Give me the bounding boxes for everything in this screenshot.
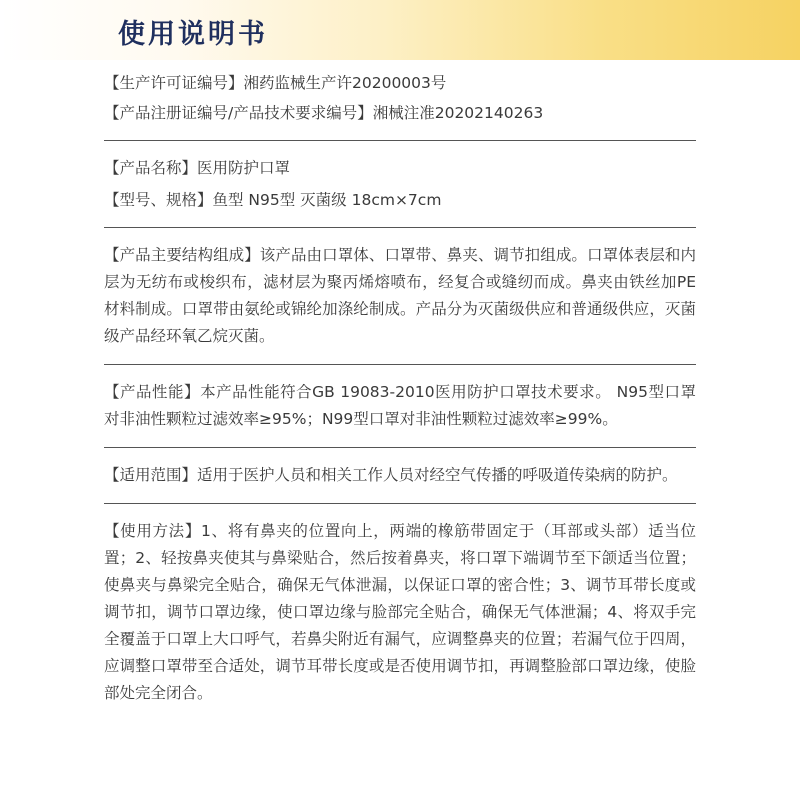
page-title: 使用说明书 (118, 19, 268, 50)
divider (104, 227, 696, 228)
divider (104, 140, 696, 141)
structure-paragraph: 【产品主要结构组成】该产品由口罩体、口罩带、鼻夹、调节扣组成。口罩体表层和内层为无纺布或梭织布，滤材层为聚丙烯熔喷布，经复合或缝纫而成。鼻夹由铁丝加PE材料制成。口罩带由氨纶或锦纶加涤纶制成。产品分为灭菌级供应和普通级供应，灭菌级产品经环氧乙烷灭菌。 (104, 246, 696, 345)
product-name-line: 【产品名称】医用防护口罩 (104, 159, 291, 177)
usage-paragraph: 【使用方法】1、将有鼻夹的位置向上，两端的橡筋带固定于（耳部或头部）适当位置；2、轻按鼻夹使其与鼻梁贴合，然后按着鼻夹，将口罩下端调节至下颌适当位置；使鼻夹与鼻梁完全贴合，确保无气体泄漏，以保证口罩的密合性；3、调节耳带长度或调节扣，调节口罩边缘，使口罩边缘与脸部完全贴合，确保无气体泄漏；4、将双手完全覆盖于口罩上大口呼气，若鼻尖附近有漏气，应调整鼻夹的位置；若漏气位于四周，应调整口罩带至合适处，调节耳带长度或是否使用调节扣，再调整脸部口罩边缘，使脸部处完全闭合。 (104, 522, 696, 702)
license-section (104, 70, 696, 126)
registration-line: 【产品注册证编号/产品技术要求编号】湘械注准20202140263 (104, 104, 544, 122)
product-model-line: 【型号、规格】鱼型 N95型 灭菌级 18cm×7cm (104, 191, 442, 209)
production-permit-line: 【生产许可证编号】湘药监械生产许20200003号 (104, 74, 447, 92)
divider (104, 447, 696, 448)
performance-paragraph: 【产品性能】本产品性能符合GB 19083-2010医用防护口罩技术要求。 N95型口罩对非油性颗粒过滤效率≥95%；N99型口罩对非油性颗粒过滤效率≥99%。 (104, 383, 696, 428)
product-info-section (104, 155, 696, 213)
divider (104, 364, 696, 365)
divider (104, 503, 696, 504)
manual-content (104, 70, 696, 707)
scope-paragraph: 【适用范围】适用于医护人员和相关工作人员对经空气传播的呼吸道传染病的防护。 (104, 466, 678, 484)
